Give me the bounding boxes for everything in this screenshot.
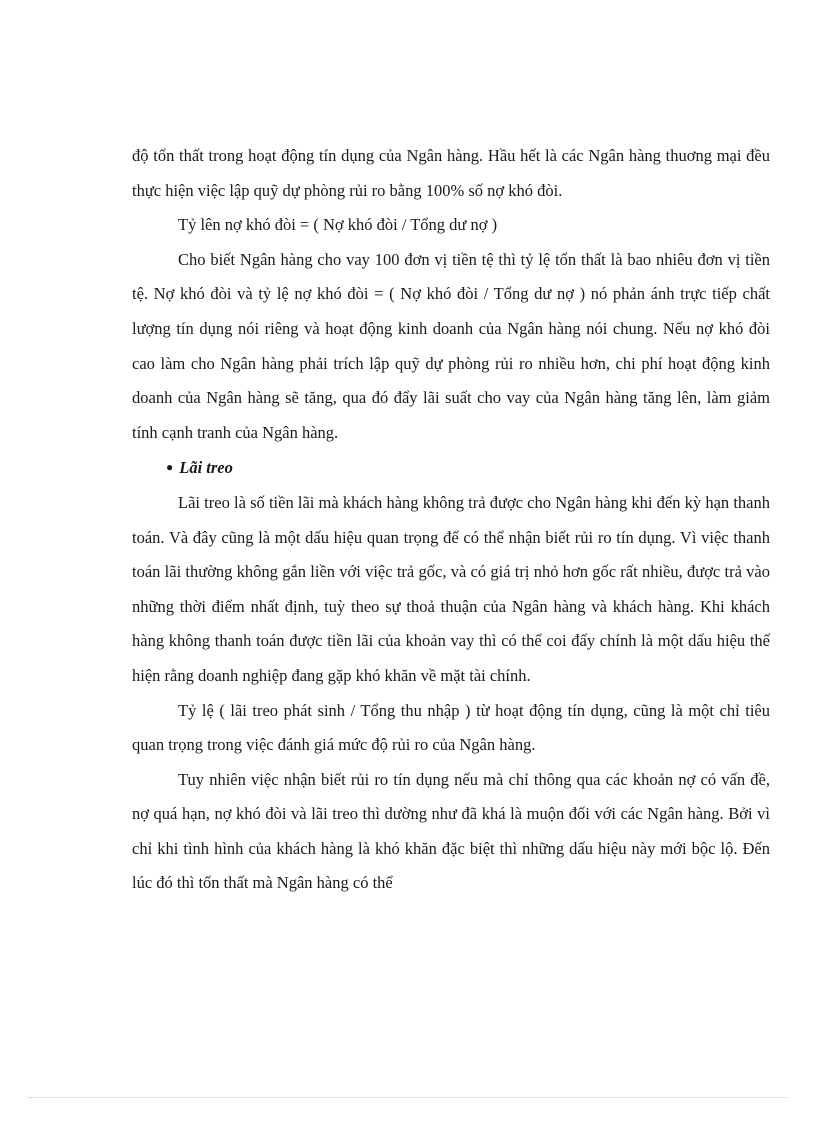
- paragraph-lai-treo-ratio: Tỷ lệ ( lãi treo phát sinh / Tổng thu nhập ) từ hoạt động tín dụng, cũng là một chỉ tiêu quan trọng trong việc đánh giá mức độ rủi ro của Ngân hàng.: [132, 700, 770, 755]
- section-heading-lai-treo: [132, 450, 770, 486]
- paragraph-lai-treo-definition: Lãi treo là số tiền lãi mà khách hàng không trả được cho Ngân hàng khi đến kỳ hạn thanh toán. Và đây cũng là một dấu hiệu quan trọng để có thể nhận biết rủi ro tín dụng. Vì việc thanh toán lãi thường không gắn liền với việc trả gốc, và có giá trị nhỏ hơn gốc rất nhiều, được trả vào những thời điểm nhất định, tuỳ theo sự thoả thuận của Ngân hàng và khách hàng. Khi khách hàng không thanh toán được tiền lãi của khoản vay thì có thể coi đấy chính là một dấu hiệu thể hiện rằng doanh nghiệp đang gặp khó khăn về mặt tài chính.: [132, 492, 770, 685]
- section-heading-text: Lãi treo: [179, 458, 233, 478]
- paragraph-loss-provision: độ tổn thất trong hoạt động tín dụng của Ngân hàng. Hầu hết là các Ngân hàng thuơng mại đều thực hiện việc lập quỹ dự phòng rủi ro bằng 100% số nợ khó đòi.: [132, 146, 770, 200]
- paragraph-late-detection: Tuy nhiên việc nhận biết rủi ro tín dụng nếu mà chỉ thông qua các khoản nợ có vấn đề, nợ quá hạn, nợ khó đòi và lãi treo thì dường như đã khá là muộn đối với các Ngân hàng. Bởi vì chỉ khi tình hình của khách hàng là khó khăn đặc biệt thì những dấu hiệu này mới bộc lộ. Đến lúc đó thì tổn thất mà Ngân hàng có thể: [132, 769, 770, 893]
- footer-divider: [28, 1097, 788, 1098]
- body-text: [132, 139, 770, 901]
- paragraph-bad-debt-impact: Cho biết Ngân hàng cho vay 100 đơn vị tiền tệ thì tỷ lệ tổn thất là bao nhiêu đơn vị tiền tệ. Nợ khó đòi và tỷ lệ nợ khó đòi = ( Nợ khó đòi / Tổng dư nợ ) nó phản ánh trực tiếp chất lượng tín dụng nói riêng và hoạt động kinh doanh của Ngân hàng nói chung. Nếu nợ khó đòi cao làm cho Ngân hàng phải trích lập quỹ dự phòng rủi ro nhiều hơn, chi phí hoạt động kinh doanh của Ngân hàng sẽ tăng, qua đó đẩy lãi suất cho vay của Ngân hàng tăng lên, làm giảm tính cạnh tranh của Ngân hàng.: [132, 249, 770, 442]
- bullet-icon: ●: [166, 460, 174, 475]
- formula-bad-debt-ratio: Tỷ lên nợ khó đòi = ( Nợ khó đòi / Tổng dư nợ ): [178, 215, 498, 235]
